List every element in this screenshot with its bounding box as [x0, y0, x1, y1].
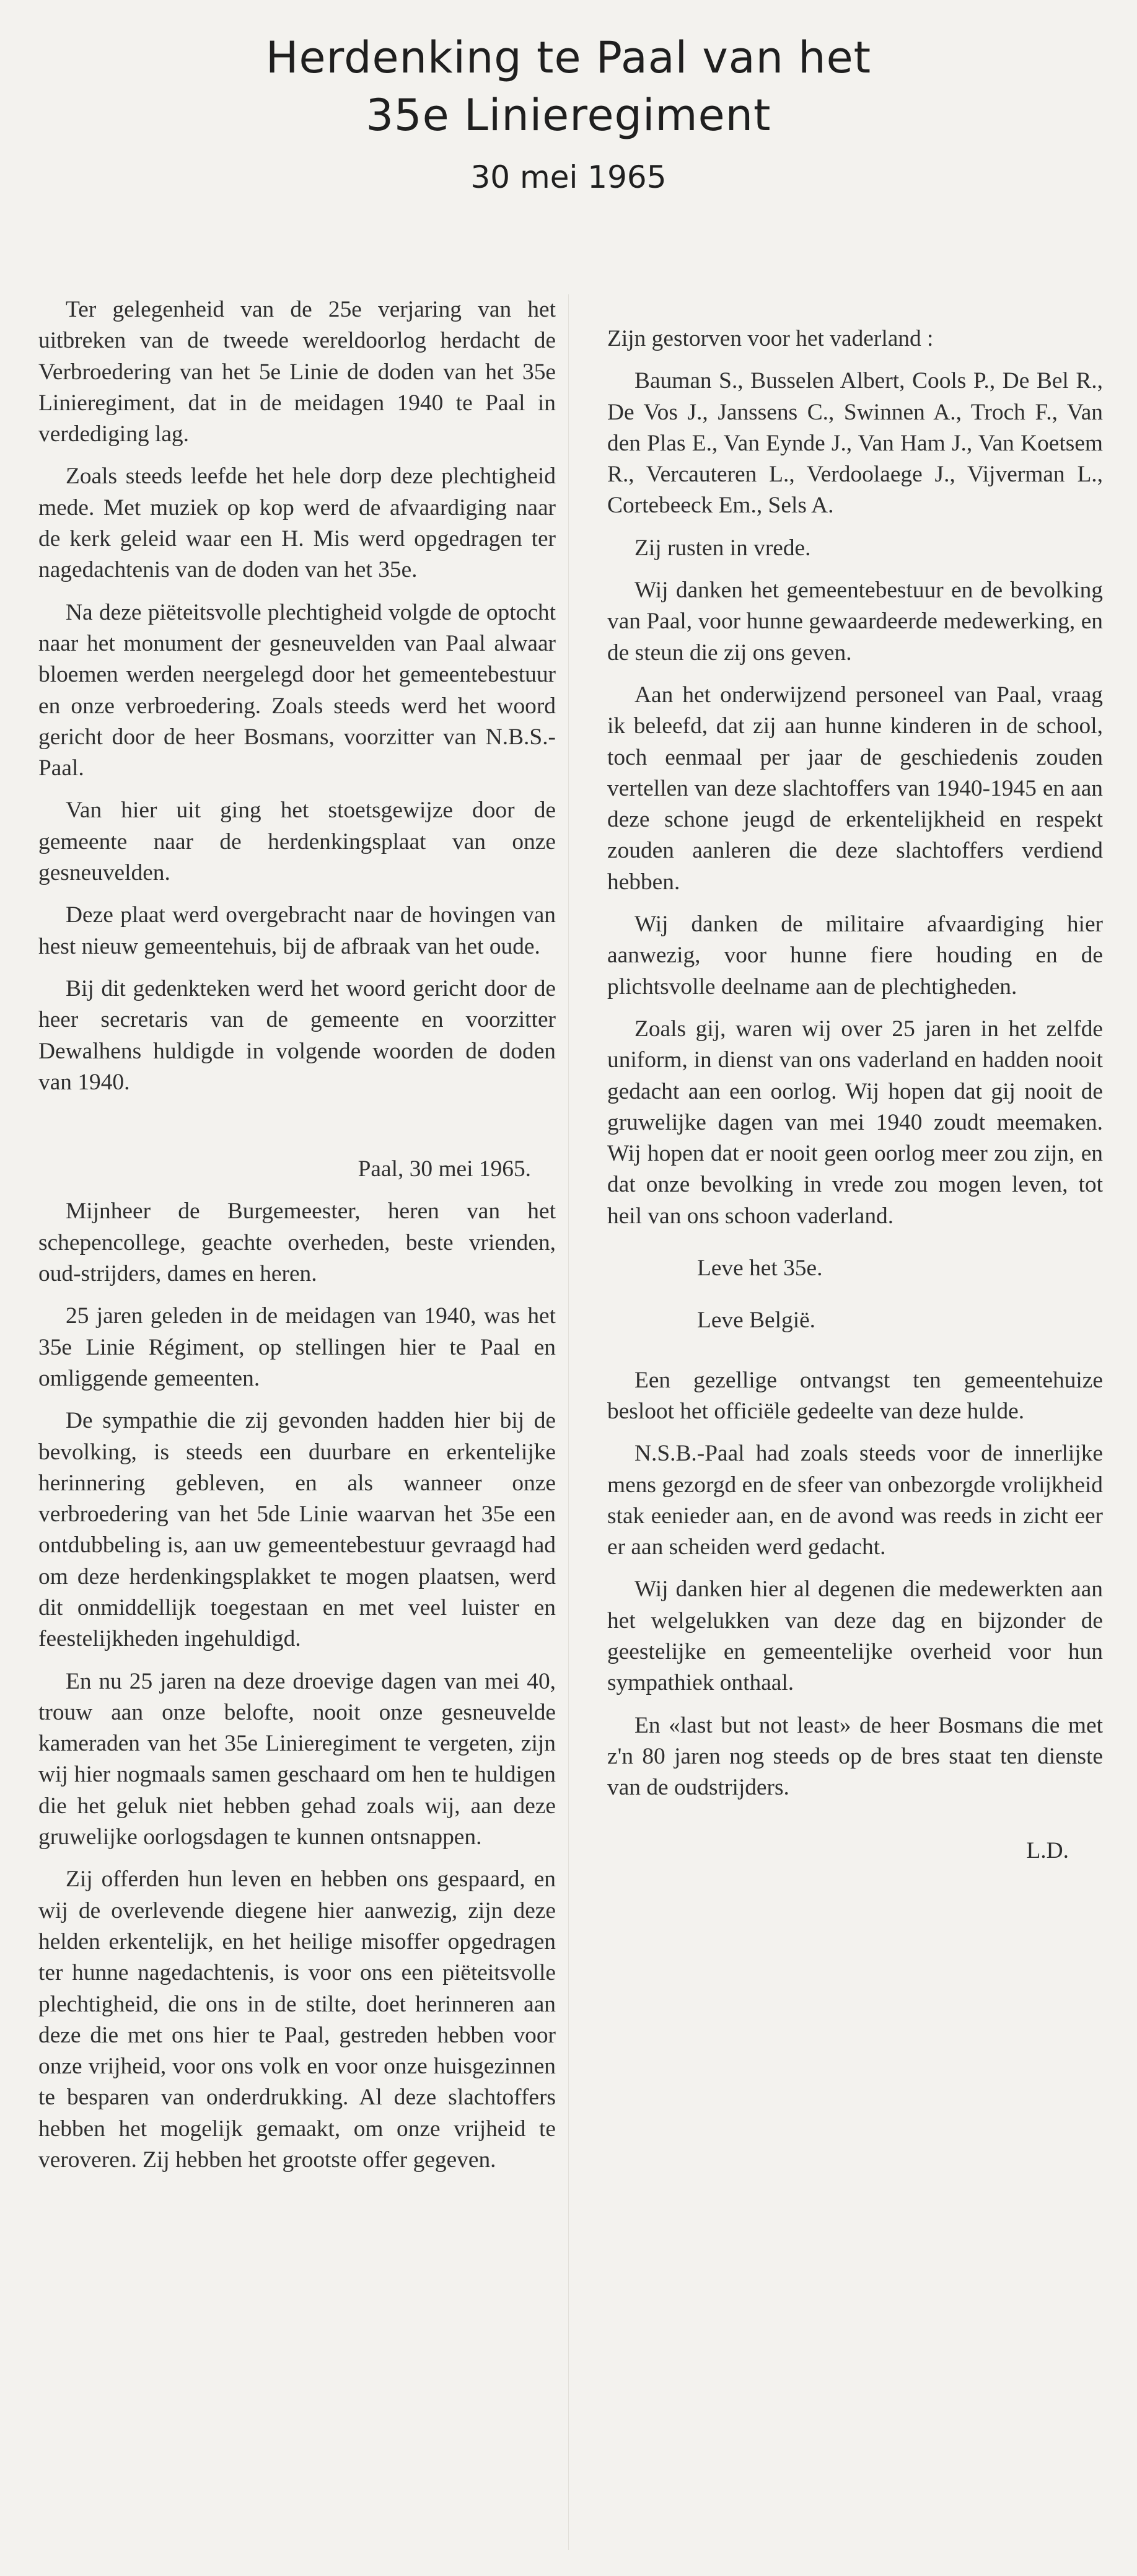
- peace-wish: Zoals gij, waren wij over 25 jaren in het zelfde uniform, in dienst van ons vaderland en hadden nooit gedacht aan een oorlog. Wij hopen dat gij nooit de gruwelijke dagen van mei 1940 zoudt meemaken. Wij hopen dat er nooit geen oorlog meer zou zijn, en dat onze bevolking in vrede zou mogen leven, tot heil van ons schoon vaderland.: [607, 1016, 1103, 1229]
- speech-paragraph-2: De sympathie die zij gevonden hadden hier bij de bevolking, is steeds een duurbare en erkentelijke herinnering gebleven, en als wanneer onze verbroedering van het 5de Linie waarvan het 35e een ontdubbeling is, aan uw gemeentebestuur gevraagd had om deze herdenkingsplakket te mogen plaatsen, werd dit onmiddellijk toegestaan en met veel luister en feestelijkheden ingehuldigd.: [38, 1408, 556, 1652]
- last-but-not-least: En «last but not least» de heer Bosmans die met z'n 80 jaren nog steeds op de bres staat ten dienste van de oudstrijders.: [607, 1712, 1103, 1801]
- author-signature: L.D.: [1026, 1838, 1069, 1864]
- teachers-request: Aan het onderwijzend personeel van Paal, vraag ik beleefd, dat zij aan hunne kinderen in de school, toch eenmaal per jaar de geschiedenis zouden vertellen van deze slachtoffers van 1940-1945 en aan deze schone jeugd de erkentelijkheid en respekt zouden aanleren die deze slachtoffers verdiend hebben.: [607, 682, 1103, 895]
- paragraph-intro: Ter gelegenheid van de 25e verjaring van het uitbreken van de tweede wereldoorlog herdacht de Verbroedering van het 5e Linie de doden van het 35e Linieregiment, dat in de meidagen 1940 te Paal in verdediging lag.: [38, 297, 556, 447]
- speech-paragraph-4: Zij offerden hun leven en hebben ons gespaard, en wij de overlevende diegene hier aanwezig, zijn deze helden erkentelijk, en het heilige misoffer opgedragen ter hunne nagedachtenis, is voor ons een piëteitsvolle plechtigheid, die ons in de stilte, doet herinneren aan deze die met ons hier te Paal, gestreden hebben voor onze vrijheid, voor ons volk en voor onze huisgezinnen te besparen van onderdrukking. Al deze slachtoffers hebben het mogelijk gemaakt, om onze vrijheid te veroveren. Zij hebben het grootste offer gegeven.: [38, 1866, 556, 2173]
- thanks-municipality: Wij danken het gemeentebestuur en de bevolking van Paal, voor hunne gewaardeerde medewerking, en de steun die zij ons geven.: [607, 578, 1103, 666]
- speech-salutation: Mijnheer de Burgemeester, heren van het schepencollege, geachte overheden, beste vrienden, oud-strijders, dames en heren.: [38, 1198, 556, 1287]
- fallen-heading: Zijn gestorven voor het vaderland :: [607, 326, 934, 351]
- left-column: [38, 294, 556, 2187]
- article-date: 30 mei 1965: [470, 159, 667, 195]
- article-header: [0, 30, 1137, 207]
- column-divider: [568, 294, 569, 2550]
- thanks-military: Wij danken de militaire afvaardiging hier aanwezig, voor hunne fiere houding en de plichtsvolle deelname aan de plechtigheden.: [607, 912, 1103, 1000]
- article-title-line-1: Herdenking te Paal van het: [265, 32, 872, 83]
- speech-dateline: Paal, 30 mei 1965.: [358, 1156, 531, 1182]
- paragraph-speech-intro: Bij dit gedenkteken werd het woord gericht door de heer secretaris van de gemeente en voorzitter Dewalhens huldigde in volgende woorden de doden van 1940.: [38, 975, 556, 1095]
- speech-paragraph-1: 25 jaren geleden in de meidagen van 1940, was het 35e Linie Régiment, op stellingen hier te Paal en omliggende gemeenten.: [38, 1303, 556, 1391]
- article-title-line-2: 35e Linieregiment: [366, 90, 771, 141]
- paragraph-plaque: Deze plaat werd overgebracht naar de hovingen van hest nieuw gemeentehuis, bij de afbraak van het oude.: [38, 902, 556, 959]
- paragraph-village: Zoals steeds leefde het hele dorp deze plechtigheid mede. Met muziek op kop werd de afvaardiging naar de kerk geleid waar een H. Mis werd opgedragen ter nagedachtenis van de doden van het 35e.: [38, 464, 556, 583]
- thanks-helpers: Wij danken hier al degenen die medewerkten aan het welgelukken van deze dag en bijzonder de geestelijke en gemeentelijke overheid voor hun sympathiek onthaal.: [607, 1576, 1103, 1696]
- reception-paragraph: Een gezellige ontvangst ten gemeentehuize besloot het officiële gedeelte van deze hulde.: [607, 1367, 1103, 1424]
- cheer-35e: Leve het 35e.: [697, 1255, 823, 1281]
- speech-paragraph-3: En nu 25 jaren na deze droevige dagen van mei 40, trouw aan onze belofte, nooit onze gesneuvelde kameraden van het 35e Linieregiment te vergeten, zijn wij hier nogmaals samen geschaard om hen te huldigen die het geluk niet hebben gehad zoals wij, aan deze gruwelijke oorlogsdagen te kunnen ontsnappen.: [38, 1668, 556, 1850]
- right-column: [607, 323, 1103, 1878]
- paragraph-procession: Van hier uit ging het stoetsgewijze door de gemeente naar de herdenkingsplaat van onze gesneuvelden.: [38, 798, 556, 886]
- paragraph-monument: Na deze piëteitsvolle plechtigheid volgde de optocht naar het monument der gesneuvelden van Paal alwaar bloemen werden neergelegd door het gemeentebestuur en onze verbroedering. Zoals steeds werd het woord gericht door de heer Bosmans, voorzitter van N.B.S.-Paal.: [38, 599, 556, 781]
- nsb-paragraph: N.S.B.-Paal had zoals steeds voor de innerlijke mens gezorgd en de sfeer van onbezorgde vrolijkheid stak eenieder aan, en de avond was reeds in zicht eer er aan scheiden werd gedacht.: [607, 1441, 1103, 1560]
- cheer-belgie: Leve België.: [697, 1308, 816, 1334]
- rest-in-peace: Zij rusten in vrede.: [634, 535, 811, 561]
- fallen-names-list: Bauman S., Busselen Albert, Cools P., De Bel R., De Vos J., Janssens C., Swinnen A., Troch F., Van den Plas E., Van Eynde J., Van Ham J., Van Koetsem R., Vercauteren L., Verdoolaege J., Vijverman L., Cortebeeck Em., Sels A.: [607, 368, 1103, 519]
